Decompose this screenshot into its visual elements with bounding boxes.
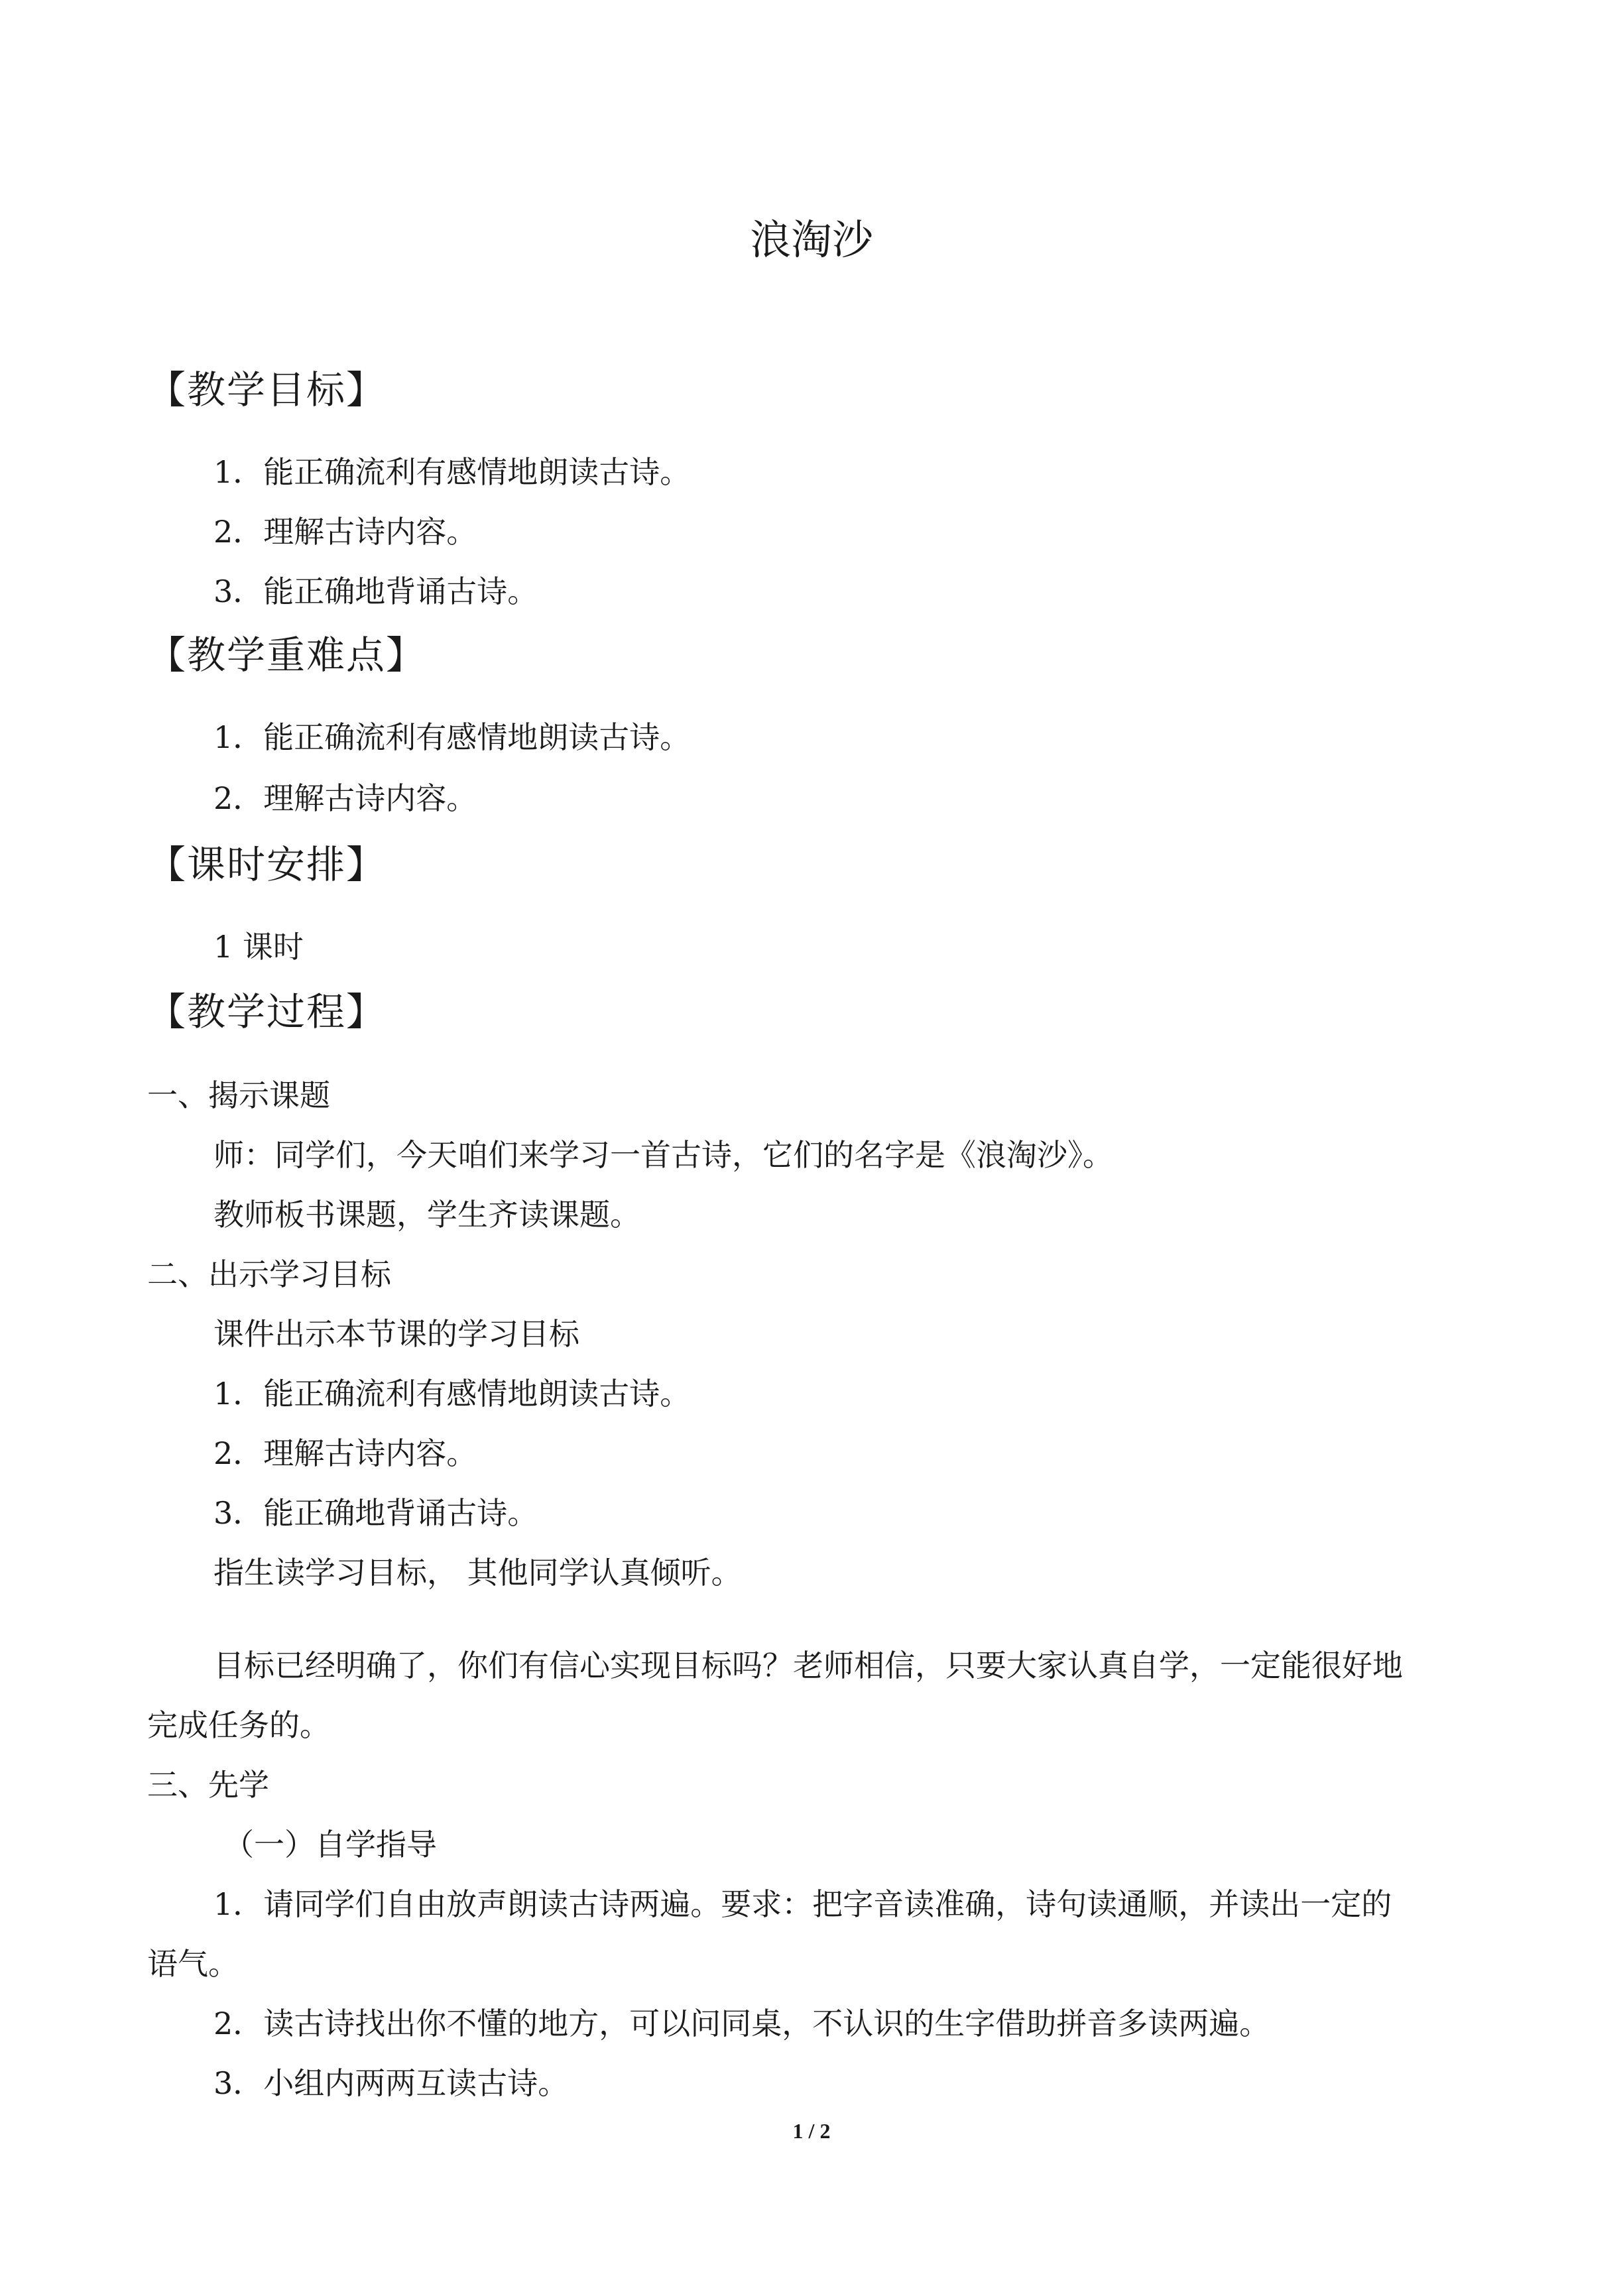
process-step-heading: 二、出示学习目标: [147, 1256, 391, 1292]
page-number: 1 / 2: [792, 2119, 831, 2143]
list-item-continuation: 语气。: [147, 1946, 239, 1982]
paragraph: 师：同学们，今天咱们来学习一首古诗，它们的名字是《浪淘沙》。: [213, 1137, 1113, 1173]
list-item: 2．读古诗找出你不懂的地方，可以问同桌，不认识的生字借助拼音多读两遍。: [213, 2006, 1270, 2041]
section-heading-process: 【教学过程】: [147, 989, 387, 1034]
process-step-heading: 一、揭示课题: [147, 1077, 330, 1113]
paragraph: 教师板书课题，学生齐读课题。: [213, 1197, 640, 1233]
goal-item: 2．理解古诗内容。: [213, 514, 477, 550]
goal-item: 3．能正确地背诵古诗。: [213, 1495, 538, 1531]
section-heading-difficulties: 【教学重难点】: [147, 633, 426, 678]
process-step-heading: 三、先学: [147, 1767, 269, 1803]
goal-item: 1．能正确流利有感情地朗读古诗。: [213, 454, 691, 490]
section-heading-schedule: 【课时安排】: [147, 842, 387, 887]
schedule-text: 1 课时: [213, 929, 304, 965]
goal-item: 2．理解古诗内容。: [213, 1435, 477, 1471]
list-item: 3．小组内两两互读古诗。: [213, 2065, 569, 2101]
paragraph: 指生读学习目标， 其他同学认真倾听。: [213, 1555, 742, 1591]
difficulty-item: 2．理解古诗内容。: [213, 780, 477, 816]
goal-item: 3．能正确地背诵古诗。: [213, 574, 538, 609]
list-item: 1．请同学们自由放声朗读古诗两遍。要求：把字音读准确，诗句读通顺，并读出一定的: [213, 1886, 1392, 1922]
difficulty-item: 1．能正确流利有感情地朗读古诗。: [213, 719, 691, 755]
paragraph-continuation: 完成任务的。: [147, 1707, 330, 1743]
section-heading-goals: 【教学目标】: [147, 367, 387, 412]
paragraph: 课件出示本节课的学习目标: [213, 1316, 579, 1352]
document-title: 浪淘沙: [749, 215, 873, 264]
goal-item: 1．能正确流利有感情地朗读古诗。: [213, 1376, 691, 1412]
subheading: （一）自学指导: [223, 1827, 437, 1862]
paragraph: 目标已经明确了，你们有信心实现目标吗？老师相信，只要大家认真自学，一定能很好地: [213, 1648, 1403, 1683]
